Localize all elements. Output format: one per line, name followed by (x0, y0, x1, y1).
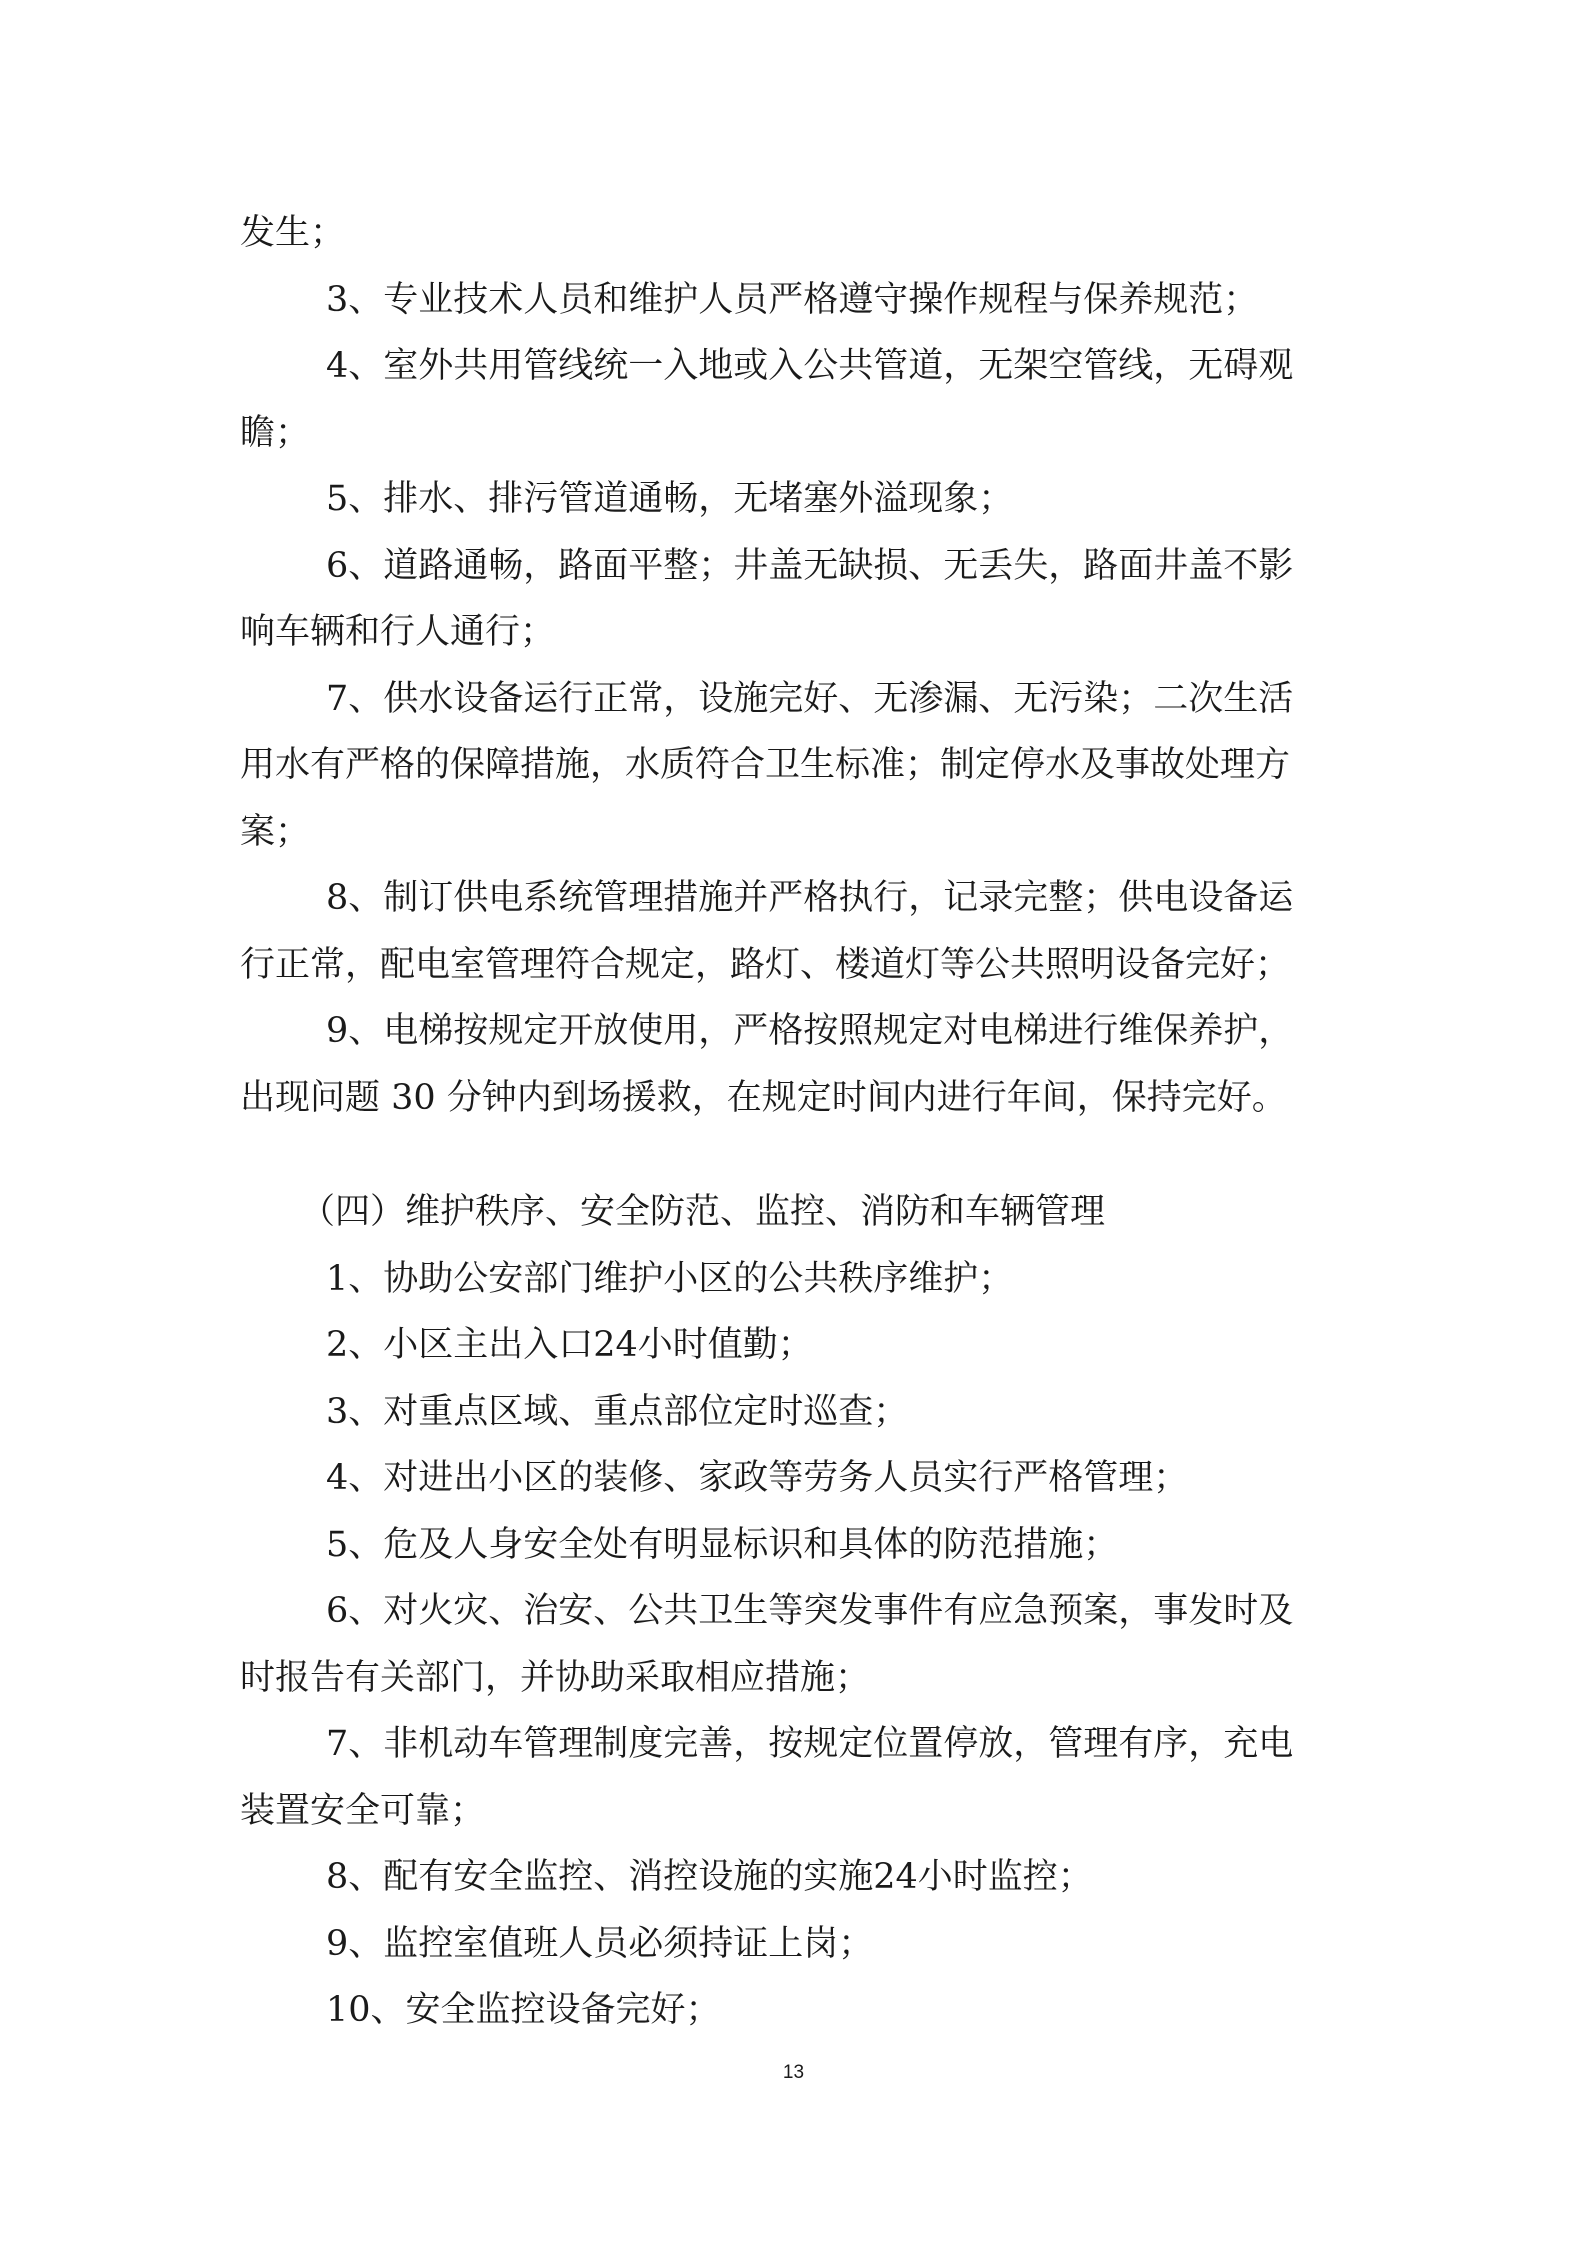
text-line: 响车辆和行人通行； (240, 612, 556, 652)
list-item-9: 9、电梯按规定开放使用，严格按照规定对电梯进行维保养护， (326, 1011, 1294, 1051)
list-item-3: 3、对重点区域、重点部位定时巡查； (326, 1391, 909, 1432)
text-line: 发生； (240, 213, 346, 253)
list-item-4: 4、对进出小区的装修、家政等劳务人员实行严格管理； (326, 1458, 1189, 1498)
list-item-1: 1、协助公安部门维护小区的公共秩序维护； (326, 1258, 1014, 1299)
text-line: 案； (240, 811, 311, 852)
list-item-8: 8、配有安全监控、消控设施的实施24小时监控； (326, 1857, 1093, 1897)
list-item-7: 7、供水设备运行正常，设施完好、无渗漏、无污染；二次生活 (326, 678, 1294, 719)
list-item-3: 3、专业技术人员和维护人员严格遵守操作规程与保养规范； (326, 279, 1259, 320)
list-item-8: 8、制订供电系统管理措施并严格执行，记录完整；供电设备运 (326, 878, 1294, 918)
text-line: 出现问题 30 分钟内到场援救，在规定时间内进行年间，保持完好。 (240, 1077, 1287, 1118)
list-item-4: 4、室外共用管线统一入地或入公共管道，无架空管线，无碍观 (326, 346, 1294, 386)
text-line: 用水有严格的保障措施，水质符合卫生标准；制定停水及事故处理方 (240, 745, 1291, 785)
list-item-6: 6、道路通畅，路面平整；井盖无缺损、无丢失，路面井盖不影 (326, 545, 1294, 586)
text-line: 时报告有关部门，并协助采取相应措施； (240, 1657, 871, 1698)
paragraph-gap (240, 1131, 1352, 1179)
section-heading: （四）维护秩序、安全防范、监控、消防和车辆管理 (300, 1192, 1106, 1232)
list-item-9: 9、监控室值班人员必须持证上岗； (326, 1923, 874, 1964)
list-item-6: 6、对火灾、治安、公共卫生等突发事件有应急预案，事发时及 (326, 1591, 1294, 1631)
list-item-7: 7、非机动车管理制度完善，按规定位置停放，管理有序，充电 (326, 1724, 1294, 1764)
list-item-5: 5、排水、排污管道通畅，无堵塞外溢现象； (326, 479, 1014, 519)
text-line: 瞻； (240, 412, 311, 453)
list-item-10: 10、安全监控设备完好； (326, 1990, 721, 2030)
list-item-5: 5、危及人身安全处有明显标识和具体的防范措施； (326, 1524, 1119, 1565)
text-line: 行正常，配电室管理符合规定，路灯、楼道灯等公共照明设备完好； (240, 944, 1291, 985)
page-number: 13 (782, 2062, 805, 2083)
body-text (240, 200, 1352, 2044)
list-item-2: 2、小区主出入口24小时值勤； (326, 1325, 813, 1365)
text-line: 装置安全可靠； (240, 1790, 486, 1831)
